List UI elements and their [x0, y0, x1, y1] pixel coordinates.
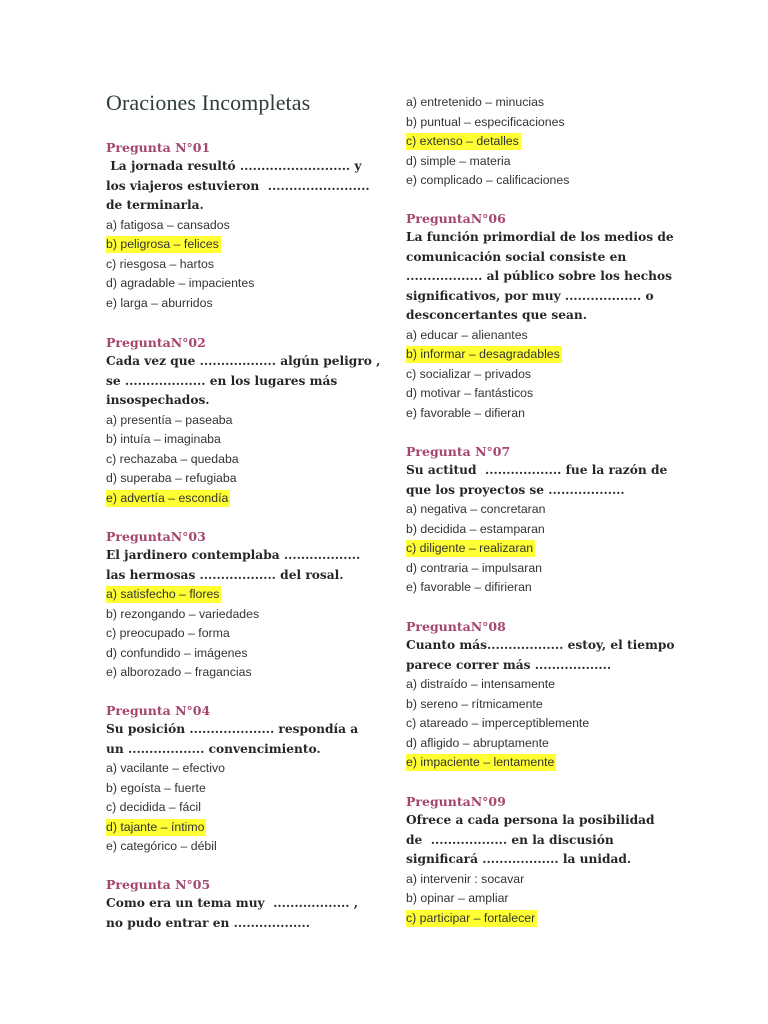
answer-option-label: a) negativa – concretaran: [406, 502, 546, 516]
answer-option-label: e) favorable – difieran: [406, 405, 525, 420]
answer-option: [406, 559, 676, 579]
answer-option-label: e) advertía – escondía: [106, 490, 229, 505]
answer-option: [106, 798, 376, 818]
question-text-line: .................. al público sobre los hechos: [406, 269, 673, 283]
answer-option: [406, 714, 676, 734]
answer-option-label: e) favorable – difirieran: [406, 580, 532, 594]
question-text-line: insospechados.: [106, 393, 210, 407]
question-number: PreguntaN°03: [106, 529, 206, 544]
question-text-line: Su actitud .................. fue la razón de: [406, 463, 668, 477]
answer-option: [106, 216, 376, 236]
answer-option: [406, 675, 676, 695]
question-text-line: las hermosas .................. del rosal.: [106, 567, 344, 582]
answer-option-label: b) egoísta – fuerte: [106, 780, 206, 795]
answer-option: [406, 500, 676, 520]
question-text-line: que los proyectos se ..................: [406, 482, 625, 497]
question-text-line: El jardinero contemplaba ..................: [106, 548, 361, 562]
question-number: PreguntaN°02: [106, 335, 206, 350]
answer-option-label: d) simple – materia: [406, 153, 511, 168]
answer-option-label: c) riesgosa – hartos: [106, 256, 214, 271]
question-text-line: Cuanto más.................. estoy, el tiempo: [406, 638, 675, 652]
answer-option: [406, 152, 676, 172]
question-block: [106, 875, 376, 933]
answer-option: [406, 889, 676, 909]
answer-option-correct: [406, 909, 676, 929]
answer-option: [106, 255, 376, 275]
answer-option-label: b) sereno – rítmicamente: [406, 696, 543, 711]
page-title: Oraciones Incompletas: [106, 90, 311, 115]
answer-option-label: b) puntual – especificaciones: [406, 114, 565, 129]
answer-option-label: e) alborozado – fragancias: [106, 665, 252, 679]
question-text-line: de terminarla.: [106, 198, 204, 212]
question-text-line: se ................... en los lugares más: [106, 373, 338, 388]
question-number: Pregunta N°07: [406, 444, 511, 459]
question-number: PreguntaN°09: [406, 794, 506, 809]
answer-option: [106, 624, 376, 644]
answer-option-label: c) extenso – detalles: [406, 134, 519, 148]
answer-option-label: c) socializar – privados: [406, 366, 532, 381]
question-number: PreguntaN°08: [406, 619, 506, 634]
question-text-line: los viajeros estuvieron ........................: [106, 178, 370, 193]
answer-option: [406, 326, 676, 346]
answer-option-label: a) educar – alienantes: [406, 327, 528, 342]
question-text-line: desconcertantes que sean.: [406, 308, 588, 322]
answer-option-label: d) superaba – refugiaba: [106, 471, 237, 485]
question-block: [406, 442, 676, 598]
answer-option: [106, 644, 376, 664]
answer-option-label: c) diligente – realizaran: [406, 541, 534, 555]
question-block: [106, 527, 376, 683]
answer-option: [406, 695, 676, 715]
answer-option-label: b) intuía – imaginaba: [106, 432, 221, 446]
answer-option: [106, 294, 376, 314]
answer-option-label: c) preocupado – forma: [106, 626, 230, 640]
answer-option-label: c) rechazaba – quedaba: [106, 451, 239, 466]
answer-option: [106, 663, 376, 683]
question-block: [106, 701, 376, 857]
answer-option: [406, 93, 676, 113]
answer-option-label: a) fatigosa – cansados: [106, 217, 230, 232]
answer-option-label: c) participar – fortalecer: [406, 910, 536, 925]
answer-option-label: b) peligrosa – felices: [106, 237, 219, 251]
question-block: [106, 333, 381, 508]
answer-option: [406, 384, 676, 404]
answer-option: [406, 113, 676, 133]
answer-option-label: a) entretenido – minucias: [406, 95, 545, 109]
question-number: Pregunta N°01: [106, 140, 211, 155]
question-number: Pregunta N°04: [106, 703, 211, 718]
answer-option-correct: [406, 132, 676, 152]
answer-option-correct: [106, 818, 376, 838]
question-text-line: La función primordial de los medios de: [406, 230, 674, 244]
answer-option-label: a) vacilante – efectivo: [106, 761, 225, 775]
answer-option-label: c) atareado – imperceptiblemente: [406, 716, 590, 730]
question-number: Pregunta N°05: [106, 877, 211, 892]
answer-option: [406, 365, 676, 385]
answer-option: [106, 469, 376, 489]
question-text-line: no pudo entrar en ..................: [106, 915, 310, 930]
answer-option: [106, 779, 376, 799]
question-block: [106, 138, 376, 313]
question-text-line: comunicación social consiste en: [406, 249, 627, 264]
answer-option: [406, 578, 676, 598]
question-text-line: Su posición .................... respondía a: [106, 722, 359, 736]
question-block: [406, 93, 676, 191]
question-text-line: Ofrece a cada persona la posibilidad: [406, 813, 655, 827]
question-text-line: un .................. convencimiento.: [106, 741, 321, 756]
answer-option-label: d) agradable – impacientes: [106, 276, 255, 290]
answer-option: [406, 404, 676, 424]
answer-option-label: d) motivar – fantásticos: [406, 386, 534, 400]
answer-option: [106, 837, 376, 857]
answer-option-label: b) opinar – ampliar: [406, 891, 509, 905]
answer-option-label: c) decidida – fácil: [106, 800, 202, 814]
question-text-line: Como era un tema muy .................. ,: [106, 896, 358, 910]
answer-option-label: d) contraria – impulsaran: [406, 560, 543, 575]
answer-option: [106, 450, 376, 470]
answer-option-label: b) decidida – estamparan: [406, 521, 545, 536]
question-text-line: parece correr más ..................: [406, 657, 612, 672]
answer-option-label: e) impaciente – lentamente: [406, 755, 555, 769]
answer-option-label: b) informar – desagradables: [406, 347, 560, 361]
answer-option-correct: [106, 235, 376, 255]
answer-option-correct: [406, 539, 676, 559]
answer-option-correct: [406, 753, 676, 773]
answer-option-label: d) afligido – abruptamente: [406, 735, 549, 750]
answer-option-label: a) intervenir : socavar: [406, 871, 525, 886]
answer-option: [106, 430, 376, 450]
answer-option-label: b) rezongando – variedades: [106, 606, 260, 621]
answer-option-label: e) complicado – calificaciones: [406, 173, 570, 187]
answer-option-label: d) tajante – íntimo: [106, 819, 205, 834]
answer-option: [406, 870, 676, 890]
answer-option: [106, 759, 376, 779]
question-text-line: de .................. en la discusión: [406, 832, 614, 847]
answer-option-correct: [106, 489, 376, 509]
question-number: PreguntaN°06: [406, 211, 506, 226]
answer-option-label: a) distraído – intensamente: [406, 677, 556, 691]
question-text-line: La jornada resultó .......................... y: [106, 159, 362, 173]
question-block: [406, 792, 676, 928]
answer-option-label: a) satisfecho – flores: [106, 587, 220, 601]
question-text-line: Cada vez que .................. algún peligro ,: [106, 354, 381, 368]
question-text-line: significativos, por muy .................. o: [406, 288, 654, 303]
answer-option: [106, 411, 376, 431]
answer-option: [406, 734, 676, 754]
answer-option-label: a) presentía – paseaba: [106, 412, 233, 427]
answer-option-correct: [106, 585, 376, 605]
answer-option-correct: [406, 345, 676, 365]
answer-option: [406, 171, 676, 191]
answer-option-label: e) categórico – débil: [106, 839, 217, 853]
answer-option: [106, 274, 376, 294]
question-text-line: significará .................. la unidad.: [406, 852, 632, 866]
answer-option: [406, 520, 676, 540]
question-block: [406, 617, 676, 773]
answer-option-label: e) larga – aburridos: [106, 295, 213, 310]
question-block: [406, 209, 676, 423]
answer-option-label: d) confundido – imágenes: [106, 645, 248, 660]
answer-option: [106, 605, 376, 625]
